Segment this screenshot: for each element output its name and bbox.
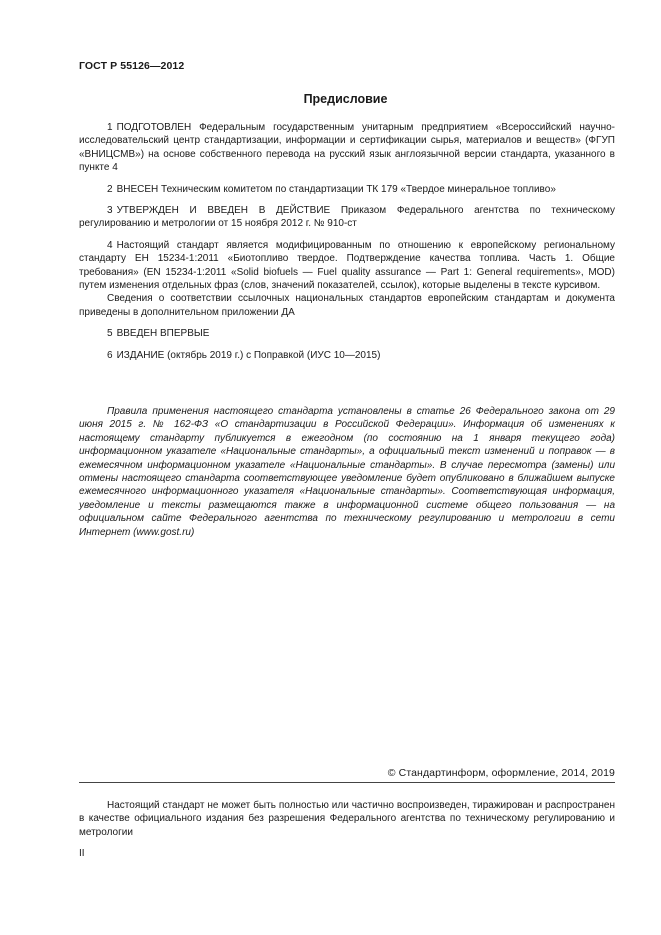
page-number: II [79,848,85,859]
copyright-line: © Стандартинформ, оформление, 2014, 2019 [387,767,615,779]
notice-text: Правила применения настоящего стандарта установлены в статье 26 Федерального закона от 29 июня 2015 г. № 162-ФЗ «О стандартизации в Российской Федерации». Информация об изменениях к настоящему стандарту публикуется в ежегодном (по состоянию на 1 января текущего года) информационном указателе «Национальные стандарты», а официальный текст изменений и поправок — в ежемесячном информационном указателе «Национальные стандарты». В случае пересмотра (замены) или отмены настоящего стандарта соответствующее уведомление будет опубликовано в ближайшем выпуске ежемесячного информационного указателя «Национальные стандарты». Соответствующая информация, уведомление и тексты размещаются также в информационной системе общего пользования — на официальном сайте Федерального агентства по техническому регулированию и метрологии в сети Интернет (www.gost.ru) [79,406,615,538]
foreword-item-2 [79,183,615,196]
legal-text: Настоящий стандарт не может быть полностью или частично воспроизведен, тиражирован и распространен в качестве официального издания без разрешения Федерального агентства по техническому регулированию и метрологии [79,800,615,838]
foreword-item-5 [79,327,615,340]
foreword-item-6 [79,349,615,362]
item-text: ИЗДАНИЕ (октябрь 2019 г.) с Поправкой (ИУС 10—2015) [116,349,381,361]
page-title: Предисловие [303,92,388,106]
item-text: ПОДГОТОВЛЕН Федеральным государственным унитарным предприятием «Всероссийский научно-исследовательский центр стандартизации, информации и сертификации сырья, материалов и веществ» (ФГУП «ВНИЦСМВ») на основе собственного перевода на русский язык англоязычной версии стандарта, указанного в пункте 4 [79,122,615,174]
item-text: Настоящий стандарт является модифицированным по отношению к европейскому региональному стандарту ЕН 15234-1:2011 «Биотопливо твердое. Подтверждение качества топлива. Часть 1. Общие требования» (EN 15234-1:2011 «Solid biofuels — Fuel quality assurance — Part 1: General requirements», MOD) путем изменения отдельных фраз (слов, значений показателей, ссылок), которые выделены в тексте курсивом. [79,239,615,292]
item-number: 4 [107,239,113,251]
foreword-item-4-note [79,292,615,319]
foreword-item-3 [79,204,615,231]
application-notice [79,405,615,539]
foreword-item-4 [79,239,615,293]
item-number: 2 [107,183,113,195]
item-text: УТВЕРЖДЕН И ВВЕДЕН В ДЕЙСТВИЕ Приказом Федерального агентства по техническому регулированию и метрологии от 15 ноября 2012 г. № 910-ст [79,205,615,230]
document-code: ГОСТ Р 55126—2012 [79,60,185,72]
item-text: ВВЕДЕН ВПЕРВЫЕ [116,328,210,340]
divider [79,782,615,783]
foreword-item-1 [79,121,615,175]
foreword-body [79,121,615,370]
item-text: ВНЕСЕН Техническим комитетом по стандартизации ТК 179 «Твердое минеральное топливо» [116,183,556,195]
item-number: 1 [107,122,113,133]
reproduction-notice [79,799,615,839]
item-number: 3 [107,205,113,217]
item-number: 5 [107,328,113,340]
item-text: Сведения о соответствии ссылочных национальных стандартов европейским стандартам и документа приведены в дополнительном приложении ДА [79,293,615,318]
item-number: 6 [107,349,113,361]
